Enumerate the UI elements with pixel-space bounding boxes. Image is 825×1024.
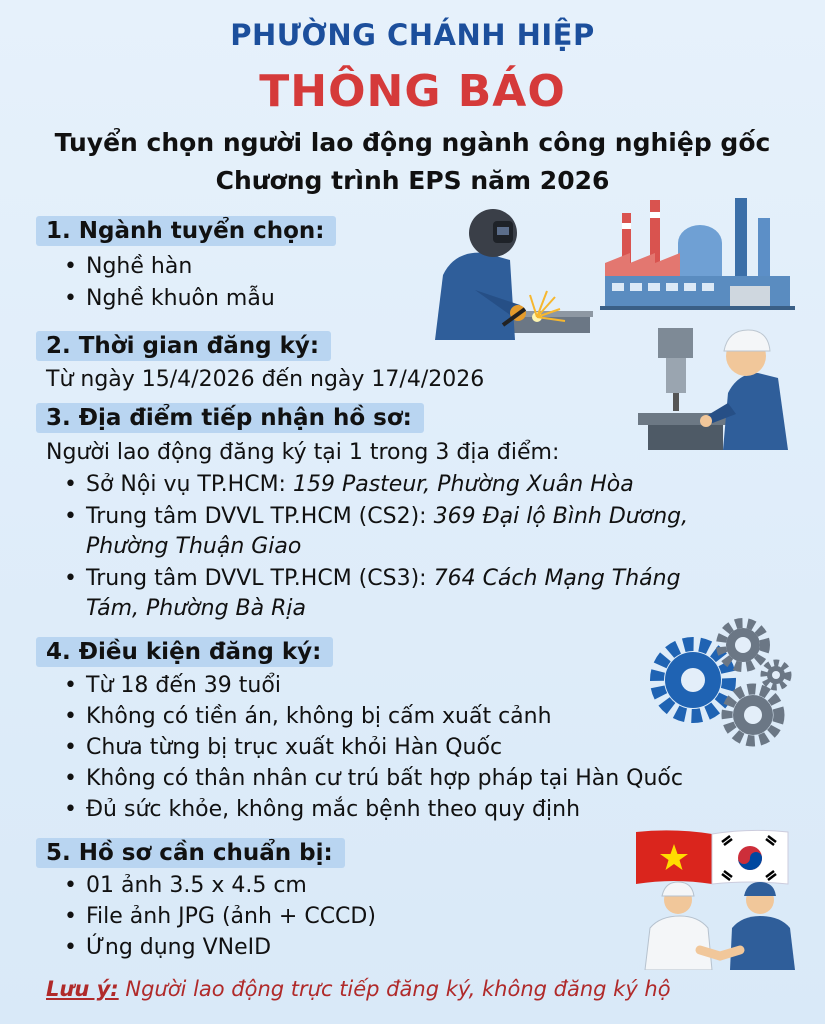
note-text: Người lao động trực tiếp đăng ký, không đăng ký hộ [118,977,671,1001]
condition-item: • Không có thân nhân cư trú bất hợp pháp tại Hàn Quốc [86,766,683,791]
section-1-item: • Nghề hàn [86,254,192,279]
location-item [86,504,688,529]
location-name: Trung tâm DVVL TP.HCM (CS3): [86,566,434,591]
location-address: 369 Đại lộ Bình Dương, [433,504,689,529]
gears-icon [648,615,798,755]
condition-item: • Không có tiền án, không bị cấm xuất cảnh [86,704,552,729]
document-item: • Ứng dụng VNeID [86,935,271,960]
subtitle-line-2: Chương trình EPS năm 2026 [215,166,610,195]
section-3-title: 3. Địa điểm tiếp nhận hồ sơ: [36,403,424,433]
document-item: • 01 ảnh 3.5 x 4.5 cm [86,873,307,898]
section-4-title: 4. Điều kiện đăng ký: [36,637,333,667]
registration-period: Từ ngày 15/4/2026 đến ngày 17/4/2026 [46,367,485,392]
note-label: Lưu ý: [46,977,119,1001]
location-address-cont: Tám, Phường Bà Rịa [86,596,306,621]
condition-item: • Từ 18 đến 39 tuổi [86,673,281,698]
location-item [86,472,634,497]
location-name: Trung tâm DVVL TP.HCM (CS2): [86,504,434,529]
location-address-cont: Phường Thuận Giao [86,534,302,559]
welder-icon [415,205,600,340]
location-item [86,566,681,591]
location-name: Sở Nội vụ TP.HCM: [86,472,293,497]
factory-icon [600,188,795,313]
handshake-workers-icon [640,878,800,970]
section-1-item: • Nghề khuôn mẫu [86,286,275,311]
section-2-title: 2. Thời gian đăng ký: [36,331,331,361]
footer-note [46,977,671,1001]
machinist-icon [628,318,798,450]
subtitle-line-1: Tuyển chọn người lao động ngành công nghiệp gốc [54,128,771,157]
section-1-title: 1. Ngành tuyển chọn: [36,216,336,246]
condition-item: • Đủ sức khỏe, không mắc bệnh theo quy định [86,797,580,822]
section-3-intro: Người lao động đăng ký tại 1 trong 3 địa điểm: [46,440,560,465]
location-address: 159 Pasteur, Phường Xuân Hòa [292,472,634,497]
section-5-title: 5. Hồ sơ cần chuẩn bị: [36,838,345,868]
organization-name: PHƯỜNG CHÁNH HIỆP [230,18,595,52]
condition-item: • Chưa từng bị trục xuất khỏi Hàn Quốc [86,735,502,760]
document-item: • File ảnh JPG (ảnh + CCCD) [86,904,376,929]
notice-title: THÔNG BÁO [259,66,566,117]
location-address: 764 Cách Mạng Tháng [433,566,681,591]
